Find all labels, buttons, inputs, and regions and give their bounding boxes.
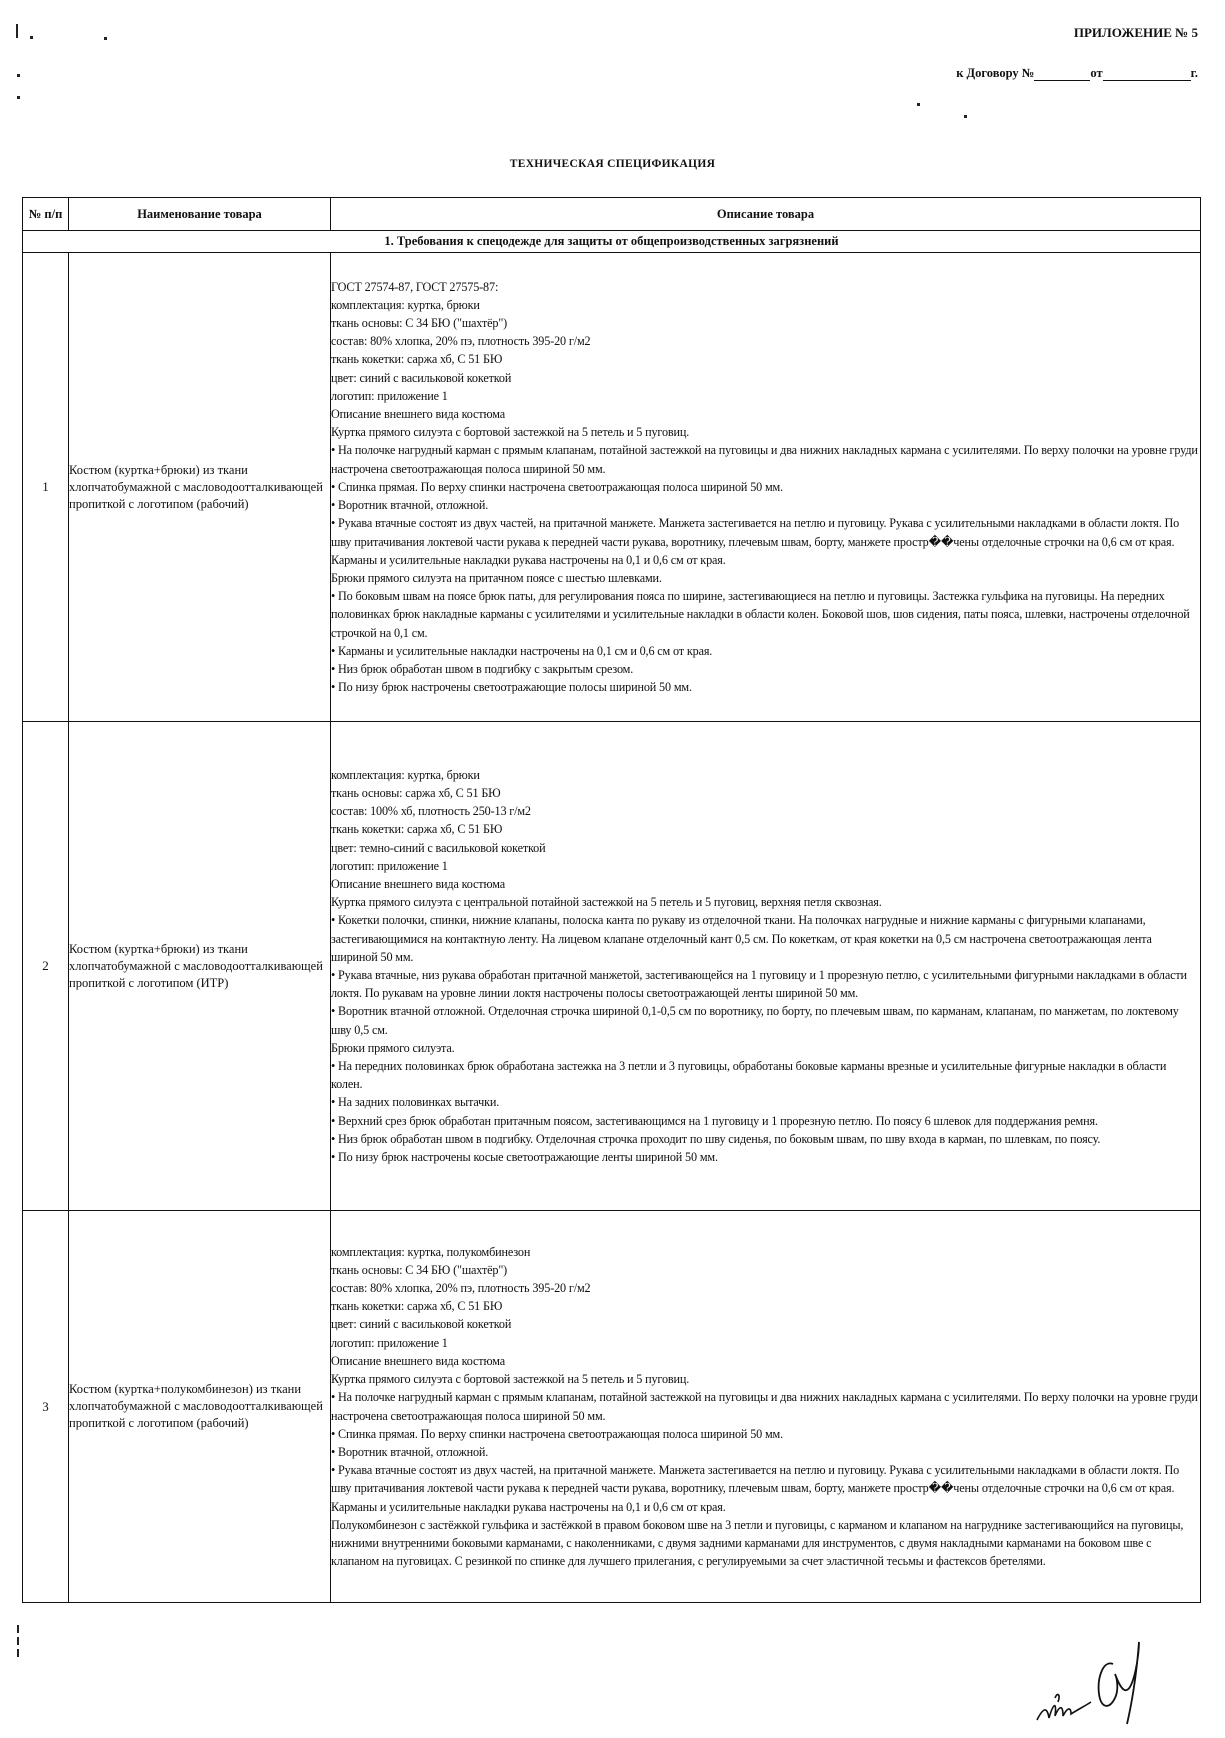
description-line: ГОСТ 27574-87, ГОСТ 27575-87:: [331, 279, 499, 294]
description-line: цвет: темно-синий с васильковой кокеткой: [331, 840, 546, 855]
contract-reference: [956, 66, 1198, 81]
description-line: • Воротник втачной отложной. Отделочная строчка шириной 0,1-0,5 см по воротнику, по борту, по плечевым швам, по карманам, клапанам, по манжетам, по локтевому шву 0,5 см.: [331, 1004, 1179, 1037]
description-line: • Кокетки полочки, спинки, нижние клапаны, полоска канта по рукаву из отделочной ткани. На полочках нагрудные и нижние карманы с фигурными клапанами, застегивающимися на контактную ленту. На лицевом клапане отделочный кант 0,5 см. По кокеткам, от края кокетки на 0,5 см настрочена светоотражающая лента шириной 50 мм.: [331, 913, 1152, 964]
description-line: цвет: синий с васильковой кокеткой: [331, 1317, 512, 1332]
description-line: комплектация: куртка, полукомбинезон: [331, 1244, 531, 1259]
description-line: • Воротник втачной, отложной.: [331, 498, 489, 513]
table-row: [23, 722, 1201, 1211]
contract-suffix: г.: [1190, 66, 1198, 80]
row-number: 2: [23, 722, 69, 1211]
column-header-number: № п/п: [23, 198, 69, 231]
description-line: логотип: приложение 1: [331, 1335, 448, 1350]
description-line: цвет: синий с васильковой кокеткой: [331, 370, 512, 385]
contract-date-blank[interactable]: [1103, 68, 1191, 81]
description-line: • По боковым швам на поясе брюк паты, для регулирования пояса по ширине, застегивающиеся на петлю и пуговицы. Застежка гульфика на пуговицы. На передних половинках брюк накладные карманы с усилителями и усилительные накладки в области колен. Боковой шов, шов сидения, паты пояса, шлевки, настрочены отделочной строчкой на 0,1 см.: [331, 589, 1190, 640]
description-line: Куртка прямого силуэта с центральной потайной застежкой на 5 петель и 5 пуговиц, верхняя петля сквозная.: [331, 895, 882, 910]
description-line: • Низ брюк обработан швом в подгибку с закрытым срезом.: [331, 661, 634, 676]
contract-number-blank[interactable]: [1034, 68, 1090, 81]
description-line: логотип: приложение 1: [331, 858, 448, 873]
description-line: • На полочке нагрудный карман с прямым клапанам, потайной застежкой на пуговицы и два нижних накладных кармана с усилителями. По верху полочки на уровне груди настрочена светоотражающая полоса шириной 50 мм.: [331, 1390, 1198, 1423]
product-name: Костюм (куртка+брюки) из ткани хлопчатобумажной с масловодоотталкивающей пропиткой с логотипом (ИТР): [69, 722, 331, 1211]
description-line: • На задних половинках вытачки.: [331, 1095, 500, 1110]
description-line: Описание внешнего вида костюма: [331, 1353, 506, 1368]
contract-from: от: [1090, 66, 1103, 80]
description-line: ткань кокетки: саржа хб, С 51 БЮ: [331, 1299, 503, 1314]
scan-dot: [917, 103, 920, 106]
scan-dot: [964, 115, 967, 118]
row-number: 1: [23, 253, 69, 722]
description-line: ткань основы: саржа хб, С 51 БЮ: [331, 785, 501, 800]
product-description: [331, 722, 1201, 1211]
description-line: комплектация: куртка, брюки: [331, 767, 480, 782]
description-line: • Рукава втачные состоят из двух частей, на притачной манжете. Манжета застегивается на петлю и пуговицу. Рукава с усилительными накладками в области локтя. По шву притачивания локтевой части рукава к передней части рукава, воротнику, плечевым швам, борту, манжете простр��чены отделочные строчки на 0,6 см от края. Карманы и усилительные накладки рукава настрочены на 0,1 и 0,6 см от края.: [331, 1463, 1180, 1514]
handwritten-signature: [1025, 1628, 1165, 1728]
scan-margin-mark: [17, 1649, 19, 1657]
description-line: • На полочке нагрудный карман с прямым клапанам, потайной застежкой на пуговицы и два нижних накладных кармана с усилителями. По верху полочки на уровне груди настрочена светоотражающая полоса шириной 50 мм.: [331, 443, 1198, 476]
description-line: • Спинка прямая. По верху спинки настрочена светоотражающая полоса шириной 50 мм.: [331, 479, 783, 494]
product-name: Костюм (куртка+брюки) из ткани хлопчатобумажной с масловодоотталкивающей пропиткой с логотипом (рабочий): [69, 253, 331, 722]
description-line: • Рукава втачные состоят из двух частей, на притачной манжете. Манжета застегивается на петлю и пуговицу. Рукава с усилительными накладками в области локтя. По шву притачивания локтевой части рукава к передней части рукава, воротнику, плечевым швам, борту, манжете простр��чены отделочные строчки на 0,6 см от края. Карманы и усилительные накладки рукава настрочены на 0,1 и 0,6 см от края.: [331, 516, 1180, 567]
scan-margin-mark: [17, 1625, 19, 1633]
description-line: Брюки прямого силуэта на притачном поясе с шестью шлевками.: [331, 570, 662, 585]
table-row: [23, 1211, 1201, 1603]
description-line: • На передних половинках брюк обработана застежка на 3 петли и 3 пуговицы, обработаны боковые карманы врезные и усилительные фигурные накладки в области колен.: [331, 1059, 1167, 1092]
description-line: • Верхний срез брюк обработан притачным поясом, застегивающимся на 1 пуговицу и 1 прорезную петлю. По поясу 6 шлевок для поддержания ремня.: [331, 1113, 1098, 1128]
appendix-label: ПРИЛОЖЕНИЕ № 5: [1073, 25, 1198, 40]
row-number: 3: [23, 1211, 69, 1603]
scan-dot: [104, 37, 107, 40]
description-line: Куртка прямого силуэта с бортовой застежкой на 5 петель и 5 пуговиц.: [331, 1372, 690, 1387]
description-line: Куртка прямого силуэта с бортовой застежкой на 5 петель и 5 пуговиц.: [331, 425, 690, 440]
description-line: Описание внешнего вида костюма: [331, 407, 506, 422]
table-header-row: [23, 198, 1201, 231]
description-line: ткань кокетки: саржа хб, С 51 БЮ: [331, 822, 503, 837]
description-line: • Низ брюк обработан швом в подгибку. Отделочная строчка проходит по шву сиденья, по боковым швам, по шву входа в карман, по шлевкам, по поясу.: [331, 1131, 1101, 1146]
column-header-description: Описание товара: [331, 198, 1201, 231]
description-line: ткань основы: С 34 БЮ ("шахтёр"): [331, 316, 508, 331]
description-line: состав: 100% хб, плотность 250-13 г/м2: [331, 804, 531, 819]
description-line: логотип: приложение 1: [331, 388, 448, 403]
scan-margin-mark: [16, 24, 18, 38]
description-line: ткань основы: С 34 БЮ ("шахтёр"): [331, 1262, 508, 1277]
section-row: [23, 231, 1201, 253]
description-line: • По низу брюк настрочены светоотражающие полосы шириной 50 мм.: [331, 680, 692, 695]
scan-margin-mark: [17, 1637, 19, 1645]
document-title: ТЕХНИЧЕСКАЯ СПЕЦИФИКАЦИЯ: [509, 158, 716, 170]
description-line: ткань кокетки: саржа хб, С 51 БЮ: [331, 352, 503, 367]
specification-table: [22, 197, 1201, 1603]
product-description: [331, 253, 1201, 722]
description-line: Брюки прямого силуэта.: [331, 1040, 455, 1055]
contract-prefix: к Договору №: [956, 66, 1035, 80]
scan-dot: [17, 96, 20, 99]
scan-dot: [17, 74, 20, 77]
product-name: Костюм (куртка+полукомбинезон) из ткани хлопчатобумажной с масловодоотталкивающей пропиткой с логотипом (рабочий): [69, 1211, 331, 1603]
product-description: [331, 1211, 1201, 1603]
description-line: • По низу брюк настрочены косые светоотражающие ленты шириной 50 мм.: [331, 1150, 718, 1165]
description-line: состав: 80% хлопка, 20% пэ, плотность 395-20 г/м2: [331, 1281, 591, 1296]
table-row: [23, 253, 1201, 722]
description-line: состав: 80% хлопка, 20% пэ, плотность 395-20 г/м2: [331, 334, 591, 349]
description-line: комплектация: куртка, брюки: [331, 297, 480, 312]
scan-dot: [30, 36, 33, 39]
description-line: • Спинка прямая. По верху спинки настрочена светоотражающая полоса шириной 50 мм.: [331, 1426, 783, 1441]
description-line: Описание внешнего вида костюма: [331, 876, 506, 891]
column-header-name: Наименование товара: [69, 198, 331, 231]
description-line: • Воротник втачной, отложной.: [331, 1444, 489, 1459]
description-line: • Карманы и усилительные накладки настрочены на 0,1 см и 0,6 см от края.: [331, 643, 713, 658]
description-line: Полукомбинезон с застёжкой гульфика и застёжкой в правом боковом шве на 3 петли и пуговицы, с карманом и клапаном на нагруднике застегивающийся на пуговицы, нижними внутренними боковыми карманами, с наколенниками, с двумя задними карманами для инструментов, с двумя накладными карманами на боковом шве с клапаном на пуговицах. С резинкой по спинке для лучшего прилегания, с регулируемыми за счет эластичной тесьмы и фастексов бретелями.: [331, 1517, 1184, 1569]
description-line: • Рукава втачные, низ рукава обработан притачной манжетой, застегивающейся на 1 пуговицу и 1 прорезную петлю, с усилительными фигурными накладками в области локтя. По рукавам на уровне линии локтя настрочены полосы светоотражающей ленты шириной 50 мм.: [331, 968, 1187, 1001]
section-title: 1. Требования к спецодежде для защиты от общепроизводственных загрязнений: [23, 231, 1201, 253]
